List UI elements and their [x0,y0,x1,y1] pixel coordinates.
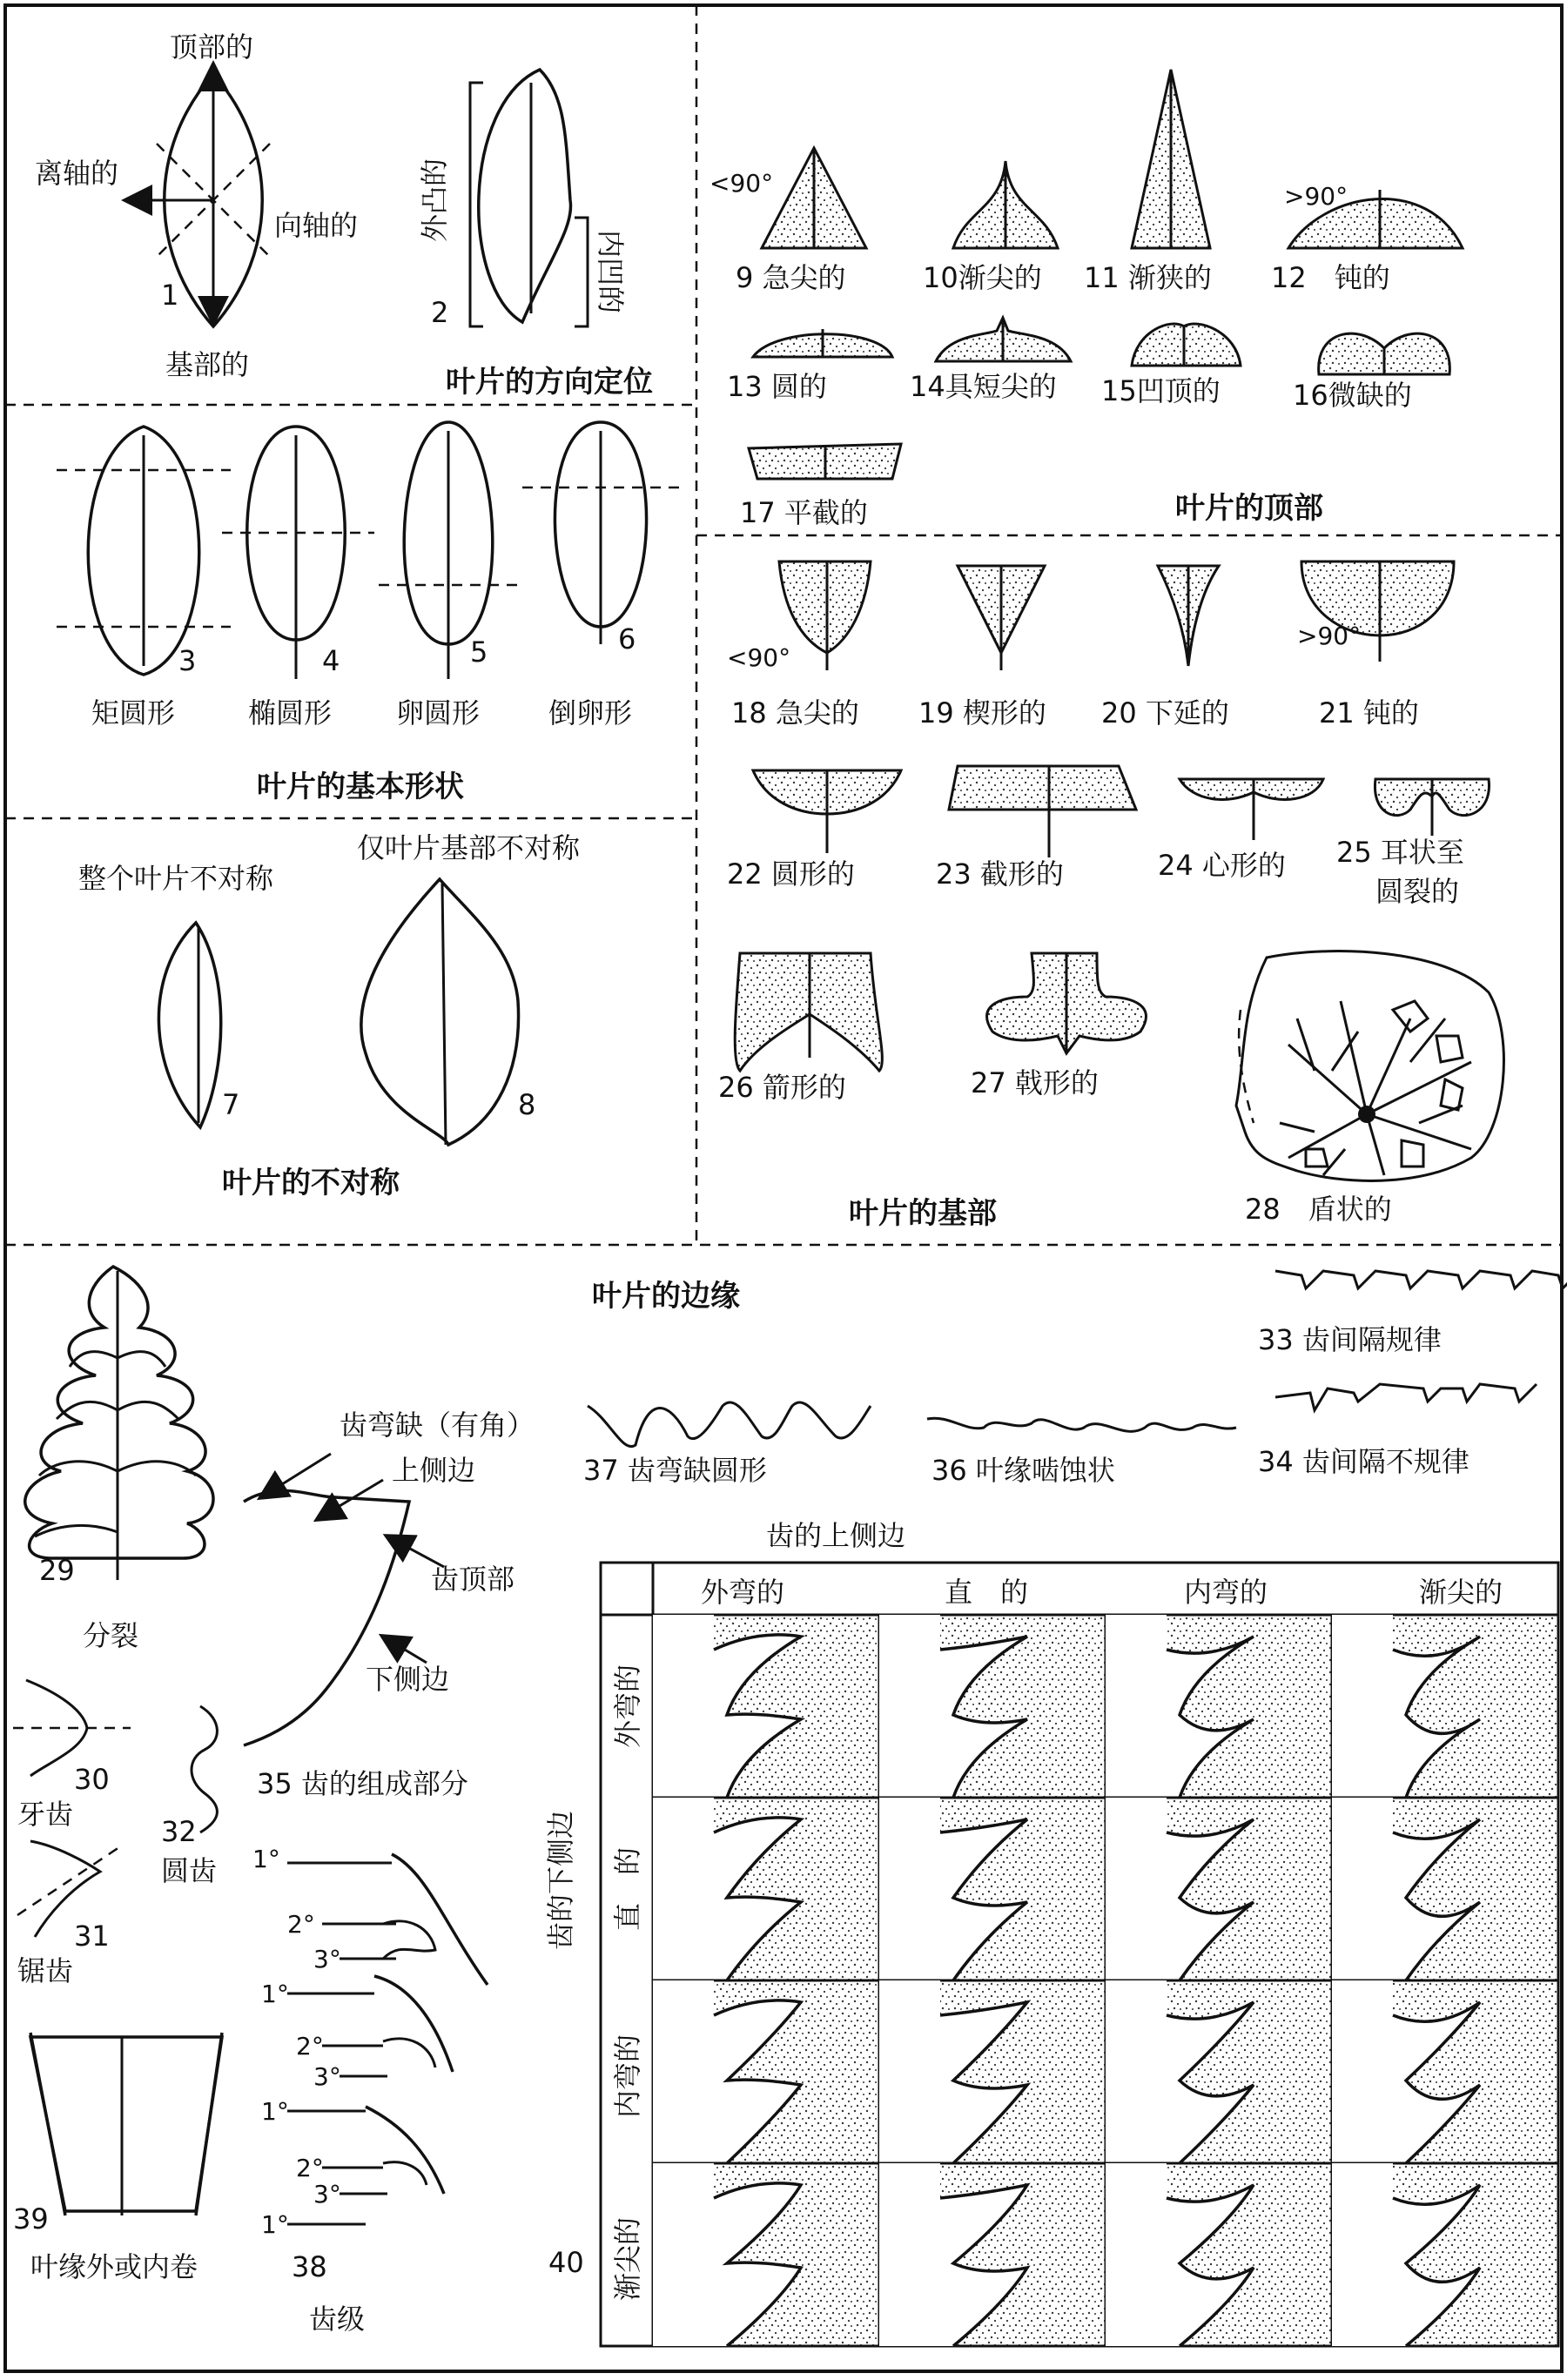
apex-label-14: 14具短尖的 [910,370,1057,403]
grid-column-headers [701,1576,1503,1609]
label-8: 8 [518,1088,536,1121]
grid-row-headers [611,1664,644,2301]
label-30: 30 [74,1763,110,1796]
base-title: 叶片的基部 [849,1196,997,1231]
label-38: 38 [292,2250,327,2283]
serrate-dash [17,1846,122,1915]
label-apex-part: 齿顶部 [431,1563,515,1596]
label-asym-whole: 整个叶片不对称 [78,862,274,895]
tooth-parts [244,1490,409,1745]
base-label-25b: 圆裂的 [1375,875,1460,908]
orientation-panel [35,30,653,400]
lower-side-arrow [383,1637,427,1663]
grid-row-0: 外弯的 [611,1664,644,1749]
order-2c: 2° [296,2154,324,2182]
orientation-title: 叶片的方向定位 [446,365,653,400]
order-1a: 1° [252,1845,280,1873]
grid-col-1: 直 的 [945,1576,1029,1609]
grid-cells [653,1615,1558,2346]
base-label-19: 19 楔形的 [918,696,1046,729]
base-acute-shape [779,561,871,653]
grid-row-3: 渐尖的 [611,2216,644,2302]
base-lt90: <90° [727,643,791,672]
label-35: 35 齿的组成部分 [257,1767,468,1800]
apex-label-10: 10渐尖的 [923,261,1042,294]
base-cordate-shape [1180,779,1323,799]
lobed-leaf [25,1267,213,1558]
label-36: 36 叶缘啮蚀状 [931,1454,1115,1487]
label-39: 39 [13,2202,49,2235]
label-upper-side: 上侧边 [392,1454,476,1487]
order-1b: 1° [261,1980,289,2008]
label-37: 37 齿弯缺圆形 [583,1454,767,1487]
label-dentate: 牙齿 [17,1798,74,1831]
base-label-18: 18 急尖的 [731,696,859,729]
label-29: 29 [39,1554,75,1587]
order-2a: 2° [287,1910,315,1939]
grid-upper-title: 齿的上侧边 [766,1519,906,1552]
label-crenate: 圆齿 [161,1854,218,1887]
apex-retuse-shape [1132,324,1241,366]
base-label-21: 21 钝的 [1319,696,1419,729]
order-1d: 1° [261,2210,289,2239]
label-base: 基部的 [165,348,250,381]
apex-gt90: >90° [1284,182,1348,211]
label-top: 顶部的 [170,30,254,64]
base-label-23: 23 截形的 [936,857,1064,891]
label-34: 34 齿间隔不规律 [1258,1445,1469,1478]
grid-row-1: 直 的 [611,1846,644,1932]
tooth-order-primary [366,1854,488,2194]
margin-rounded-sinus [588,1402,871,1447]
shape-label-obovate: 倒卵形 [548,696,633,729]
label-33: 33 齿间隔规律 [1258,1323,1442,1356]
label-31: 31 [74,1919,110,1953]
apex-label-17: 17 平截的 [740,496,868,529]
base-label-28: 28 盾状的 [1245,1193,1392,1226]
apex-lt90: <90° [710,169,774,198]
label-lobed: 分裂 [83,1619,139,1652]
shape-num-6: 6 [618,622,636,656]
leaf-outline-2 [479,70,571,322]
grid-row-2: 内弯的 [611,2034,644,2119]
shape-label-oblong: 矩圆形 [91,696,176,729]
shape-label-elliptic: 椭圆形 [248,696,333,729]
grid-col-2: 内弯的 [1184,1576,1268,1609]
base-label-27: 27 戟形的 [971,1066,1099,1099]
label-order: 齿级 [309,2303,366,2336]
order-3b: 3° [313,2062,341,2091]
base-truncate-shape [949,766,1136,810]
label-32: 32 [161,1815,197,1848]
label-concave: 内凹的 [594,229,627,314]
grid-col-0: 外弯的 [701,1576,785,1609]
label-adaxial: 向轴的 [274,209,359,242]
base-panel [718,561,1503,1231]
label-revolute: 叶缘外或内卷 [30,2250,198,2283]
apex-label-11: 11 渐狭的 [1084,261,1212,294]
leaf-asym-whole [158,923,220,1127]
revolute-left-margin [30,2033,65,2215]
label-lower-side: 下侧边 [366,1663,450,1696]
base-label-26: 26 箭形的 [718,1071,846,1104]
asym-base-midrib [442,884,446,1145]
label-convex: 外凸的 [418,158,451,243]
apex-label-16: 16微缺的 [1293,379,1412,412]
shapes-panel [57,422,683,804]
shapes-title: 叶片的基本形状 [257,770,464,804]
peltate-veins [1280,1001,1471,1175]
label-serrate: 锯齿 [17,1954,74,1987]
margin-erose [927,1418,1236,1431]
label-1: 1 [161,279,179,312]
tooth-grid [544,1519,1558,2346]
label-abaxial: 离轴的 [35,157,119,190]
leaf-asym-base [361,879,519,1145]
margin-irregular-teeth [1275,1384,1537,1410]
margin-title: 叶片的边缘 [592,1279,740,1314]
crenate-tooth [192,1706,217,1832]
convex-bracket [470,83,483,326]
base-label-20: 20 下延的 [1101,696,1229,729]
apex-label-12: 12 钝的 [1271,261,1390,294]
apex-title: 叶片的顶部 [1175,491,1323,526]
revolute-right-margin [196,2033,222,2215]
apex-panel [710,70,1463,529]
base-gt90: >90° [1297,622,1362,650]
shape-num-5: 5 [470,635,488,669]
order-3a: 3° [313,1945,341,1973]
order-1c: 1° [261,2097,289,2126]
shape-num-3: 3 [178,644,197,677]
order-3c: 3° [313,2180,341,2209]
grid-lower-title: 齿的下侧边 [544,1810,577,1951]
shape-label-ovate: 卵圆形 [396,696,481,729]
concave-bracket [575,218,588,326]
apex-label-15: 15凹顶的 [1101,374,1221,407]
base-label-22: 22 圆形的 [727,857,855,891]
apex-label-9: 9 急尖的 [736,261,846,294]
tooth-order-secondary [383,1921,435,2185]
order-2b: 2° [296,2032,324,2061]
base-label-25a: 25 耳状至 [1336,836,1464,869]
label-7: 7 [222,1088,240,1121]
asymmetry-panel [78,831,581,1200]
grid-col-3: 渐尖的 [1419,1576,1503,1609]
label-asym-base: 仅叶片基部不对称 [357,831,581,864]
base-label-24: 24 心形的 [1158,849,1286,882]
apex-label-13: 13 圆的 [727,370,827,403]
label-sinus: 齿弯缺（有角） [340,1409,535,1442]
margin-regular-teeth [1275,1271,1567,1288]
shape-num-4: 4 [322,644,340,677]
label-2: 2 [431,296,449,329]
asym-title: 叶片的不对称 [222,1166,400,1200]
label-40: 40 [548,2246,584,2279]
